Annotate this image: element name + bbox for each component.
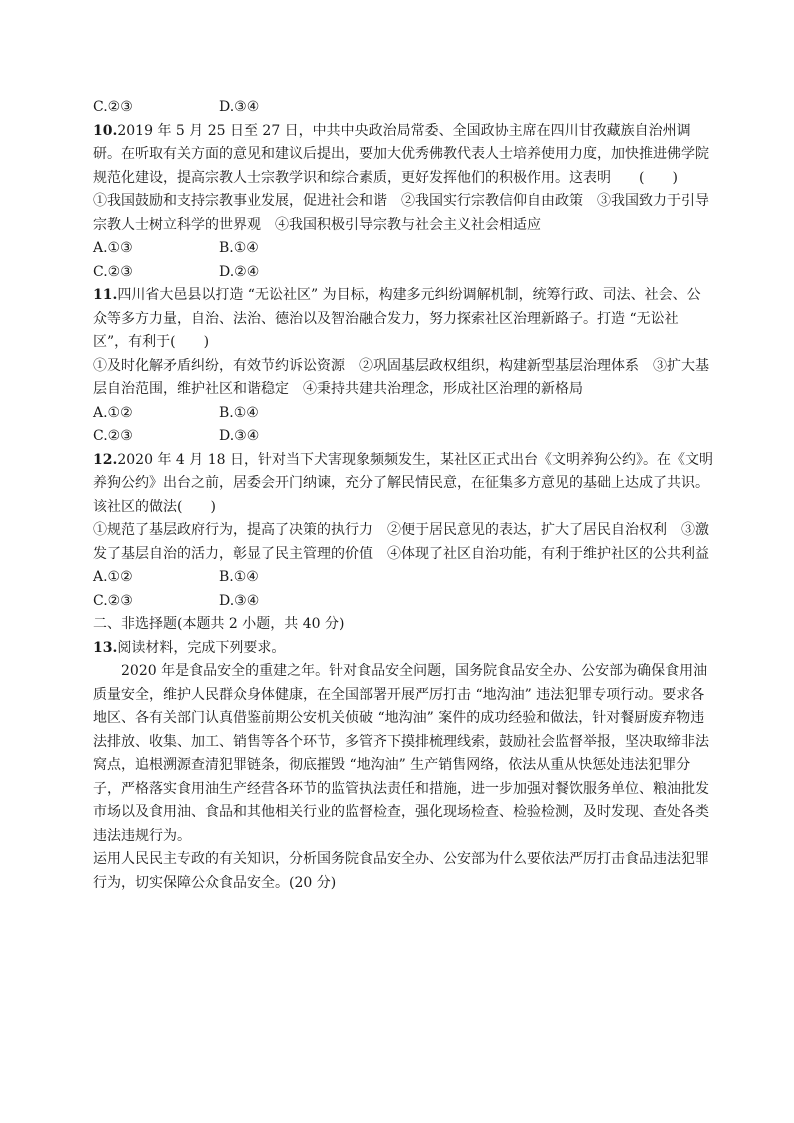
option-b: B.①④ (219, 404, 259, 421)
question-task: 运用人民民主专政的有关知识，分析国务院食品安全办、公安部为什么要依法严厉打击食品违法犯罪行为，切实保障公众食品安全。(20 分) (93, 851, 709, 891)
option-b: B.①④ (219, 240, 259, 256)
q9-options-cd (93, 96, 713, 120)
question-text: 阅读材料，完成下列要求。 (117, 639, 286, 656)
question-number: 10. (93, 122, 118, 139)
option-c: C.②③ (93, 592, 133, 609)
question-11 (93, 284, 713, 449)
question-stem (93, 120, 713, 191)
option-d: D.③④ (219, 592, 260, 609)
option-a: A.①② (93, 404, 133, 421)
options-row-cd (93, 261, 713, 285)
option-c: C.②③ (93, 263, 133, 280)
options-row-ab (93, 402, 713, 426)
question-stem (93, 284, 713, 355)
option-c: C.②③ (93, 428, 133, 444)
option-d: D.③④ (219, 99, 260, 115)
question-text: 四川省大邑县以打造 “无讼社区” 为目标，构建多元纠纷调解机制，统筹行政、司法、社会、公众等多方力量，自治、法治、德治以及智治融合发力，努力探索社区治理新路子。打造 “无讼社区”，有利于( ) (93, 287, 701, 350)
option-c: C.②③ (93, 99, 133, 115)
option-b: B.①④ (219, 569, 259, 585)
options-row-cd (93, 425, 713, 449)
question-text: 2019 年 5 月 25 日至 27 日，中共中央政治局常委、全国政协主席在四川甘孜藏族自治州调研。在听取有关方面的意见和建议后提出，要加大优秀佛教代表人士培养使用力度，加快推进佛学院规范化建设，提高宗教人士宗教学识和综合素质，更好发挥他们的积极作用。这表明 ( ) (93, 122, 709, 186)
question-12 (93, 449, 713, 614)
question-13 (93, 637, 713, 896)
question-number: 11. (93, 287, 118, 303)
option-d: D.③④ (219, 428, 260, 444)
material-paragraph: 2020 年是食品安全的重建之年。针对食品安全问题，国务院食品安全办、公安部为确保食用油质量安全，维护人民群众身体健康，在全国部署开展严厉打击 “地沟油” 违法犯罪专项行动。要求各地区、各有关部门认真借鉴前期公安机关侦破 “地沟油” 案件的成功经验和做法，针对餐厨废弃物违法排放、收集、加工、销售等各个环节，多管齐下摸排梳理线索，鼓励社会监督举报，坚决取缔非法窝点，追根溯源查清犯罪链条，彻底摧毁 “地沟油” 生产销售网络，依法从重从快惩处违法犯罪分子，严格落实食用油生产经营各环节的监管执法责任和措施，进一步加强对餐饮服务单位、粮油批发市场以及食用油、食品和其他相关行业的监督检查，强化现场检查、检验检测，及时发现、查处各类违法违规行为。 (93, 663, 709, 844)
option-a: A.①② (93, 569, 133, 585)
option-d: D.②④ (219, 263, 260, 280)
options-row-ab (93, 566, 713, 590)
exam-page (93, 96, 713, 895)
question-stem (93, 449, 713, 520)
question-statements: ①我国鼓励和支持宗教事业发展，促进社会和谐 ②我国实行宗教信仰自由政策 ③我国致力于引导宗教人士树立科学的世界观 ④我国积极引导宗教与社会主义社会相适应 (93, 193, 709, 233)
question-text: 2020 年 4 月 18 日，针对当下犬害现象频频发生，某社区正式出台《文明养狗公约》。在《文明养狗公约》出台之前，居委会开门纳谏，充分了解民情民意，在征集多方意见的基础上达成了共识。该社区的做法( ) (93, 451, 713, 515)
question-number: 13. (93, 639, 118, 656)
options-row-ab (93, 237, 713, 261)
question-number: 12. (93, 451, 118, 468)
option-a: A.①③ (93, 240, 133, 256)
question-stem (93, 637, 713, 661)
section-heading: 二、非选择题(本题共 2 小题，共 40 分) (93, 616, 345, 632)
question-statements: ①规范了基层政府行为，提高了决策的执行力 ②便于居民意见的表达，扩大了居民自治权利 ③激发了基层自治的活力，彰显了民主管理的价值 ④体现了社区自治功能，有利于维护社区的公共利益 (93, 522, 709, 562)
options-row-cd (93, 590, 713, 614)
question-10 (93, 120, 713, 285)
question-statements: ①及时化解矛盾纠纷，有效节约诉讼资源 ②巩固基层政权组织，构建新型基层治理体系 ③扩大基层自治范围，维护社区和谐稳定 ④秉持共建共治理念，形成社区治理的新格局 (93, 357, 709, 397)
